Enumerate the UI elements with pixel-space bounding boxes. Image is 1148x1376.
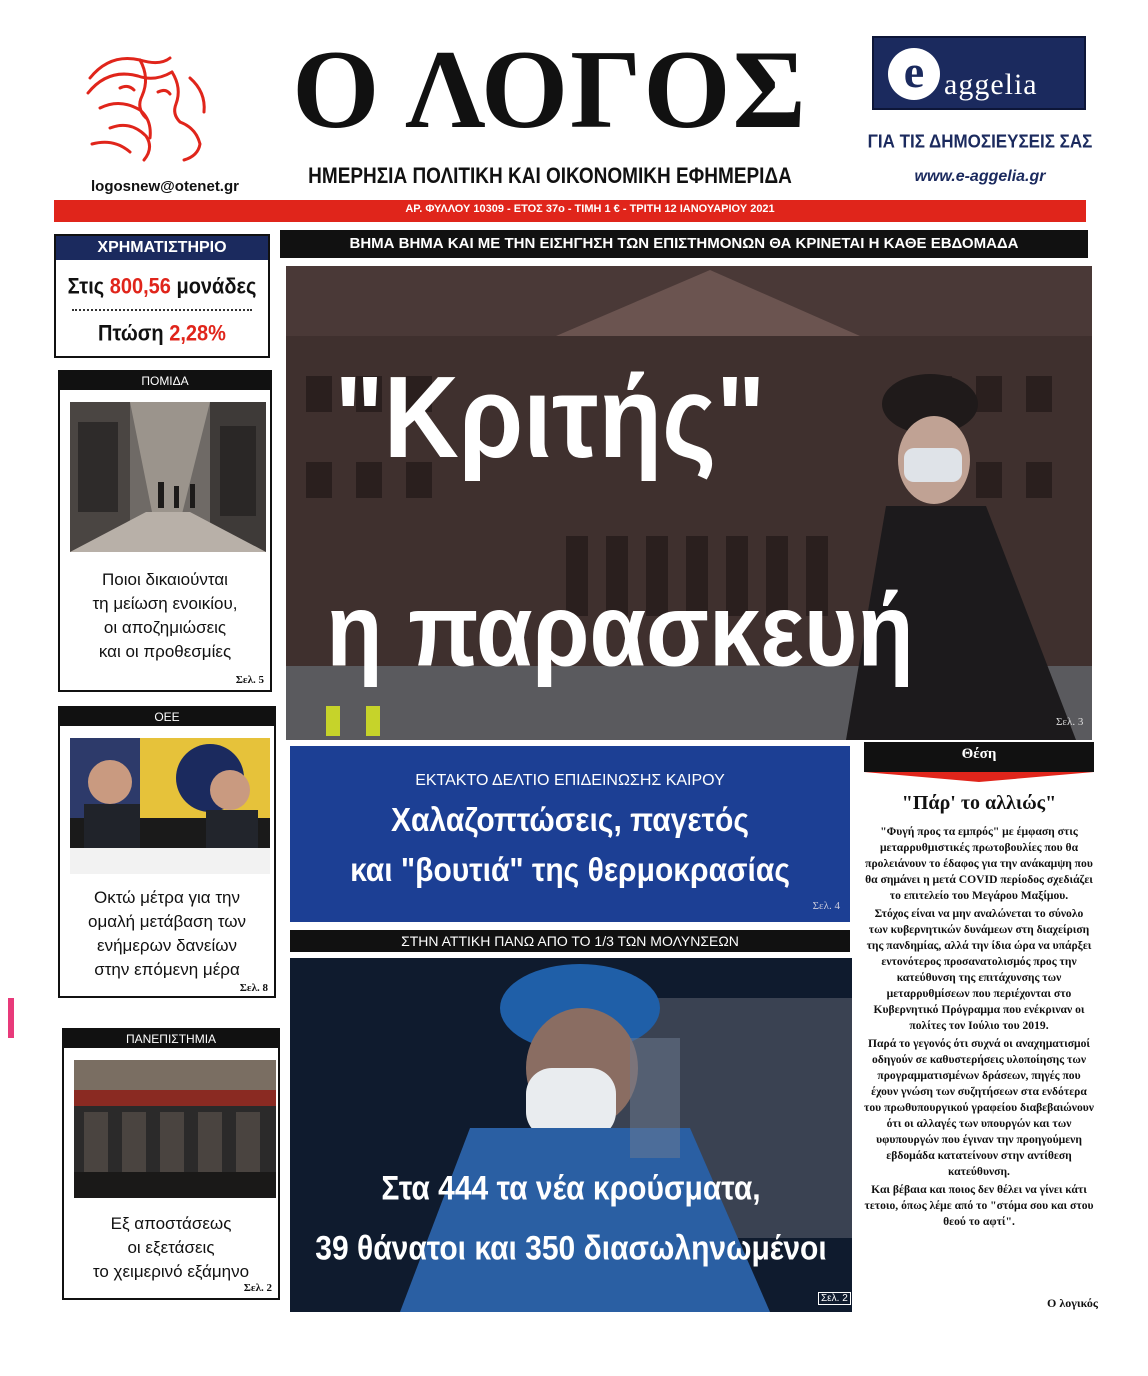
page-reference: Σελ. 2 bbox=[243, 1282, 272, 1294]
eaggelia-e-icon: e bbox=[888, 48, 940, 100]
lead-headline-line1[interactable]: "Κριτής" bbox=[334, 353, 766, 483]
sidebar-story-header: ΠΟΜΙΔΑ bbox=[60, 372, 270, 390]
page-reference: Σελ. 8 bbox=[239, 982, 268, 994]
opinion-label-bar bbox=[864, 742, 1094, 772]
opinion-label: Θέση bbox=[961, 746, 997, 762]
sidebar-text-line: Ποιοι δικαιούνται bbox=[102, 570, 228, 589]
sidebar-text-line: Οκτώ μέτρα για την bbox=[93, 888, 240, 907]
sidebar-story-text bbox=[66, 568, 264, 664]
sidebar-text-line: οι αποζημιώσεις bbox=[103, 618, 227, 637]
edge-color-mark bbox=[8, 998, 14, 1038]
stock-index-post: μονάδες bbox=[170, 274, 257, 300]
stock-index-pre: Στις bbox=[67, 274, 110, 300]
page-reference: Σελ. 4 bbox=[812, 900, 840, 912]
opinion-title[interactable]: "Πάρ' το αλλιώς" bbox=[901, 792, 1057, 814]
covid-headline-line2[interactable]: 39 θάνατοι και 350 διασωληνωμένοι bbox=[315, 1229, 827, 1268]
page-reference: Σελ. 5 bbox=[235, 674, 264, 686]
issue-line: ΑΡ. ΦΥΛΛΟΥ 10309 - ΕΤΟΣ 37ο - ΤΙΜΗ 1 € - ΤΡΙΤΗ 12 ΙΑΝΟΥΑΡΙΟΥ 2021 bbox=[405, 203, 775, 215]
sidebar-text-line: το χειμερινό εξάμηνο bbox=[92, 1262, 250, 1281]
topic-bar: ΒΗΜΑ ΒΗΜΑ ΚΑΙ ΜΕ ΤΗΝ ΕΙΣΗΓΗΣΗ ΤΩΝ ΕΠΙΣΤΗΜΟΝΩΝ ΘΑ ΚΡΙΝΕΤΑΙ Η ΚΑΘΕ ΕΒΔΟΜΑΔΑ bbox=[280, 230, 1088, 258]
sidebar-text-line: Εξ αποστάσεως bbox=[110, 1214, 232, 1233]
opinion-paragraph: Και βέβαια και ποιος δεν θέλει να γίνει κάτι τετοιο, όπως λέμε από το "στόμα σου και στου θεού το αφτί". bbox=[864, 1183, 1094, 1228]
newspaper-tagline: ΗΜΕΡΗΣΙΑ ΠΟΛΙΤΙΚΗ ΚΑΙ ΟΙΚΟΝΟΜΙΚΗ ΕΦΗΜΕΡΙΔΑ bbox=[308, 164, 792, 189]
opinion-body bbox=[864, 824, 1094, 1232]
stock-index-line bbox=[56, 275, 268, 300]
sidebar-text-line: στην επόμενη μέρα bbox=[94, 960, 240, 979]
sidebar-story-text bbox=[70, 1212, 272, 1284]
stock-market-box bbox=[54, 234, 270, 358]
street-photo bbox=[70, 402, 266, 552]
sidebar-story-header: ΠΑΝΕΠΙΣΤΗΜΙΑ bbox=[64, 1030, 278, 1048]
opinion-paragraph: Παρά το γεγονός ότι συχνά οι αναχηματισμοί οδηγούν σε καθυστερήσεις υλοποίησης των προγραμματισμένων δράσεων, πηγές που έχουν γνώση των συζητήσεων στα ενδότερα του πρωθυπουργικού γραφείου διαβεβαιώνουν ότι οι αλλαγές των υπουργών και των υφυπουργών που έγιναν την προηγούμενη εβδομάδα κατατείνουν στην αντίθεση κατεύθυνση. bbox=[864, 1037, 1094, 1178]
sidebar-text-line: τη μείωση ενοικίου, bbox=[92, 594, 238, 613]
opinion-paragraph: "Φυγή προς τα εμπρός" με έμφαση στις μεταρρυθμιστικές πρωτοβουλίες που θα προλειάνουν το έδαφος για την ανάκαμψη που θα σημάνει η μετά COVID περίοδος σχεδιάζει το επιτελείο του Μεγάρου Μαξίμου. bbox=[865, 825, 1093, 902]
opinion-red-wedge bbox=[864, 772, 1094, 782]
stock-change-line bbox=[56, 322, 268, 347]
sidebar-story-pomida[interactable] bbox=[58, 370, 272, 692]
weather-kicker: ΕΚΤΑΚΤΟ ΔΕΛΤΙΟ ΕΠΙΔΕΙΝΩΣΗΣ ΚΑΙΡΟΥ bbox=[415, 772, 725, 789]
weather-headline-line1: Χαλαζοπτώσεις, παγετός bbox=[391, 801, 749, 839]
logo-faces-illustration bbox=[80, 48, 220, 168]
stock-header: ΧΡΗΜΑΤΙΣΤΗΡΙΟ bbox=[56, 236, 268, 260]
sidebar-text-line: ενήμερων δανείων bbox=[97, 936, 237, 955]
press-conference-photo bbox=[70, 738, 270, 874]
eaggelia-subtitle: ΓΙΑ ΤΙΣ ΔΗΜΟΣΙΕΥΣΕΙΣ ΣΑΣ bbox=[867, 131, 1093, 152]
eaggelia-url[interactable]: www.e-aggelia.gr bbox=[914, 168, 1046, 185]
eaggelia-logo[interactable] bbox=[872, 36, 1086, 110]
page-reference: Σελ. 2 bbox=[818, 1292, 851, 1305]
sidebar-story-universities[interactable] bbox=[62, 1028, 280, 1300]
opinion-paragraph: Στόχος είναι να μην αναλώνεται το σύνολο των κυβερνητικών δυνάμεων στη διαχείριση της πανδημίας, αλλά την ίδια ώρα να υπάρξει εντονότερος προσανατολισμός προς την κατεύθυνση της επιτάχυνσης των μεταρρυθμίσεων που περιέχονται στο Κυβερνητικό Πρόγραμμα που ενέκριναν οι πολίτες τον Ιούλιο του 2019. bbox=[866, 907, 1092, 1032]
weather-story[interactable] bbox=[290, 746, 850, 922]
covid-headline-line1[interactable]: Στα 444 τα νέα κρούσματα, bbox=[381, 1169, 761, 1208]
lead-headline-line2[interactable]: η παρασκευή bbox=[326, 573, 914, 689]
eaggelia-logo-text: aggelia bbox=[944, 68, 1038, 101]
page-reference: Σελ. 3 bbox=[1056, 716, 1084, 728]
university-building-photo bbox=[74, 1060, 276, 1198]
covid-kicker-bar: ΣΤΗΝ ΑΤΤΙΚΗ ΠΑΝΩ ΑΠΟ ΤΟ 1/3 ΤΩΝ ΜΟΛΥΝΣΕΩΝ bbox=[290, 930, 850, 952]
stock-index-value: 800,56 bbox=[109, 274, 171, 300]
weather-headline-line2: και "βουτιά" της θερμοκρασίας bbox=[350, 851, 790, 889]
sidebar-text-line: οι εξετάσεις bbox=[127, 1238, 215, 1257]
opinion-signature: Ο λογικός bbox=[1047, 1296, 1098, 1310]
sidebar-story-text bbox=[66, 886, 268, 982]
stock-change-pre: Πτώση bbox=[98, 321, 170, 347]
stock-change-value: 2,28% bbox=[169, 321, 226, 347]
sidebar-story-oee[interactable] bbox=[58, 706, 276, 998]
contact-email[interactable]: logosnew@otenet.gr bbox=[91, 178, 239, 195]
sidebar-text-line: ομαλή μετάβαση των bbox=[88, 912, 246, 931]
stock-divider bbox=[72, 309, 252, 311]
sidebar-text-line: και οι προθεσμίες bbox=[98, 642, 232, 661]
sidebar-story-header: ΟΕΕ bbox=[60, 708, 274, 726]
newspaper-masthead: Ο ΛΟΓΟΣ bbox=[292, 28, 808, 152]
